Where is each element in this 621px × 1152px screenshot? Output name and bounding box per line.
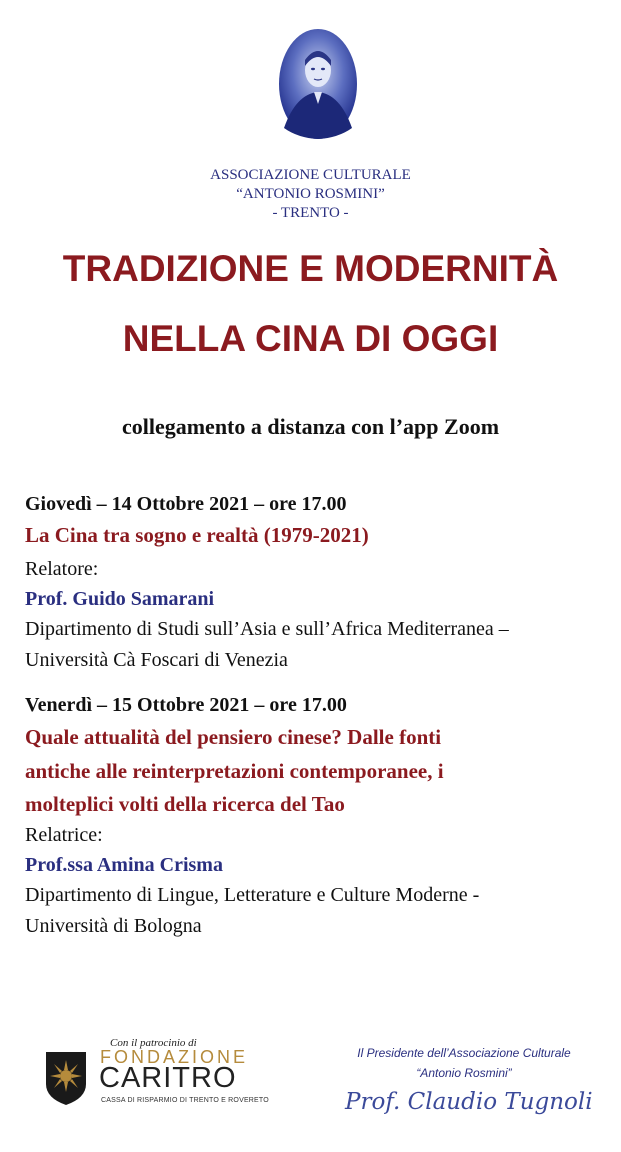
caritro-wordmark: CARITRO (99, 1062, 237, 1094)
president-label-line1: Il Presidente dell’Associazione Culturale (357, 1046, 571, 1060)
event2-topic-line1: Quale attualità del pensiero cinese? Dalle fonti (25, 725, 442, 749)
event2-date: Venerdì – 15 Ottobre 2021 – ore 17.00 (25, 694, 347, 716)
event2-affiliation-line1: Dipartimento di Lingue, Letterature e Culture Moderne - (25, 884, 480, 906)
page-title-line2: NELLA CINA DI OGGI (122, 318, 499, 359)
event1-role: Relatore: (25, 558, 99, 580)
event1-topic: La Cina tra sogno e realtà (1979-2021) (25, 523, 369, 547)
caritro-shield-icon (44, 1050, 88, 1106)
president-label-line2: “Antonio Rosmini” (416, 1066, 512, 1080)
caritro-tagline: CASSA DI RISPARMIO DI TRENTO E ROVERETO (101, 1097, 269, 1104)
event2-role: Relatrice: (25, 824, 103, 846)
event1-date: Giovedì – 14 Ottobre 2021 – ore 17.00 (25, 493, 347, 515)
page-subtitle: collegamento a distanza con l’app Zoom (121, 414, 500, 439)
event1-speaker: Prof. Guido Samarani (25, 588, 215, 610)
fondazione-wordmark: FONDAZIONE (100, 1047, 249, 1067)
patronage-label: Con il patrocinio di (110, 1037, 197, 1049)
event2-affiliation-line2: Università di Bologna (25, 915, 202, 937)
event1-affiliation-line2: Università Cà Foscari di Venezia (25, 649, 288, 671)
association-subname: “ANTONIO ROSMINI” (236, 186, 385, 202)
event2-topic-line2: antiche alle reinterpretazioni contemporanee, i (25, 759, 444, 783)
rosmini-portrait (278, 28, 358, 140)
president-signature: Prof. Claudio Tugnoli (345, 1089, 593, 1115)
association-city: - TRENTO - (272, 205, 349, 221)
event2-speaker: Prof.ssa Amina Crisma (25, 854, 223, 876)
event1-affiliation-line1: Dipartimento di Studi sull’Asia e sull’Africa Mediterranea – (25, 618, 509, 640)
event2-topic-line3: molteplici volti della ricerca del Tao (25, 792, 345, 816)
page-title-line1: TRADIZIONE E MODERNITÀ (62, 248, 559, 289)
association-name: ASSOCIAZIONE CULTURALE (210, 167, 411, 183)
